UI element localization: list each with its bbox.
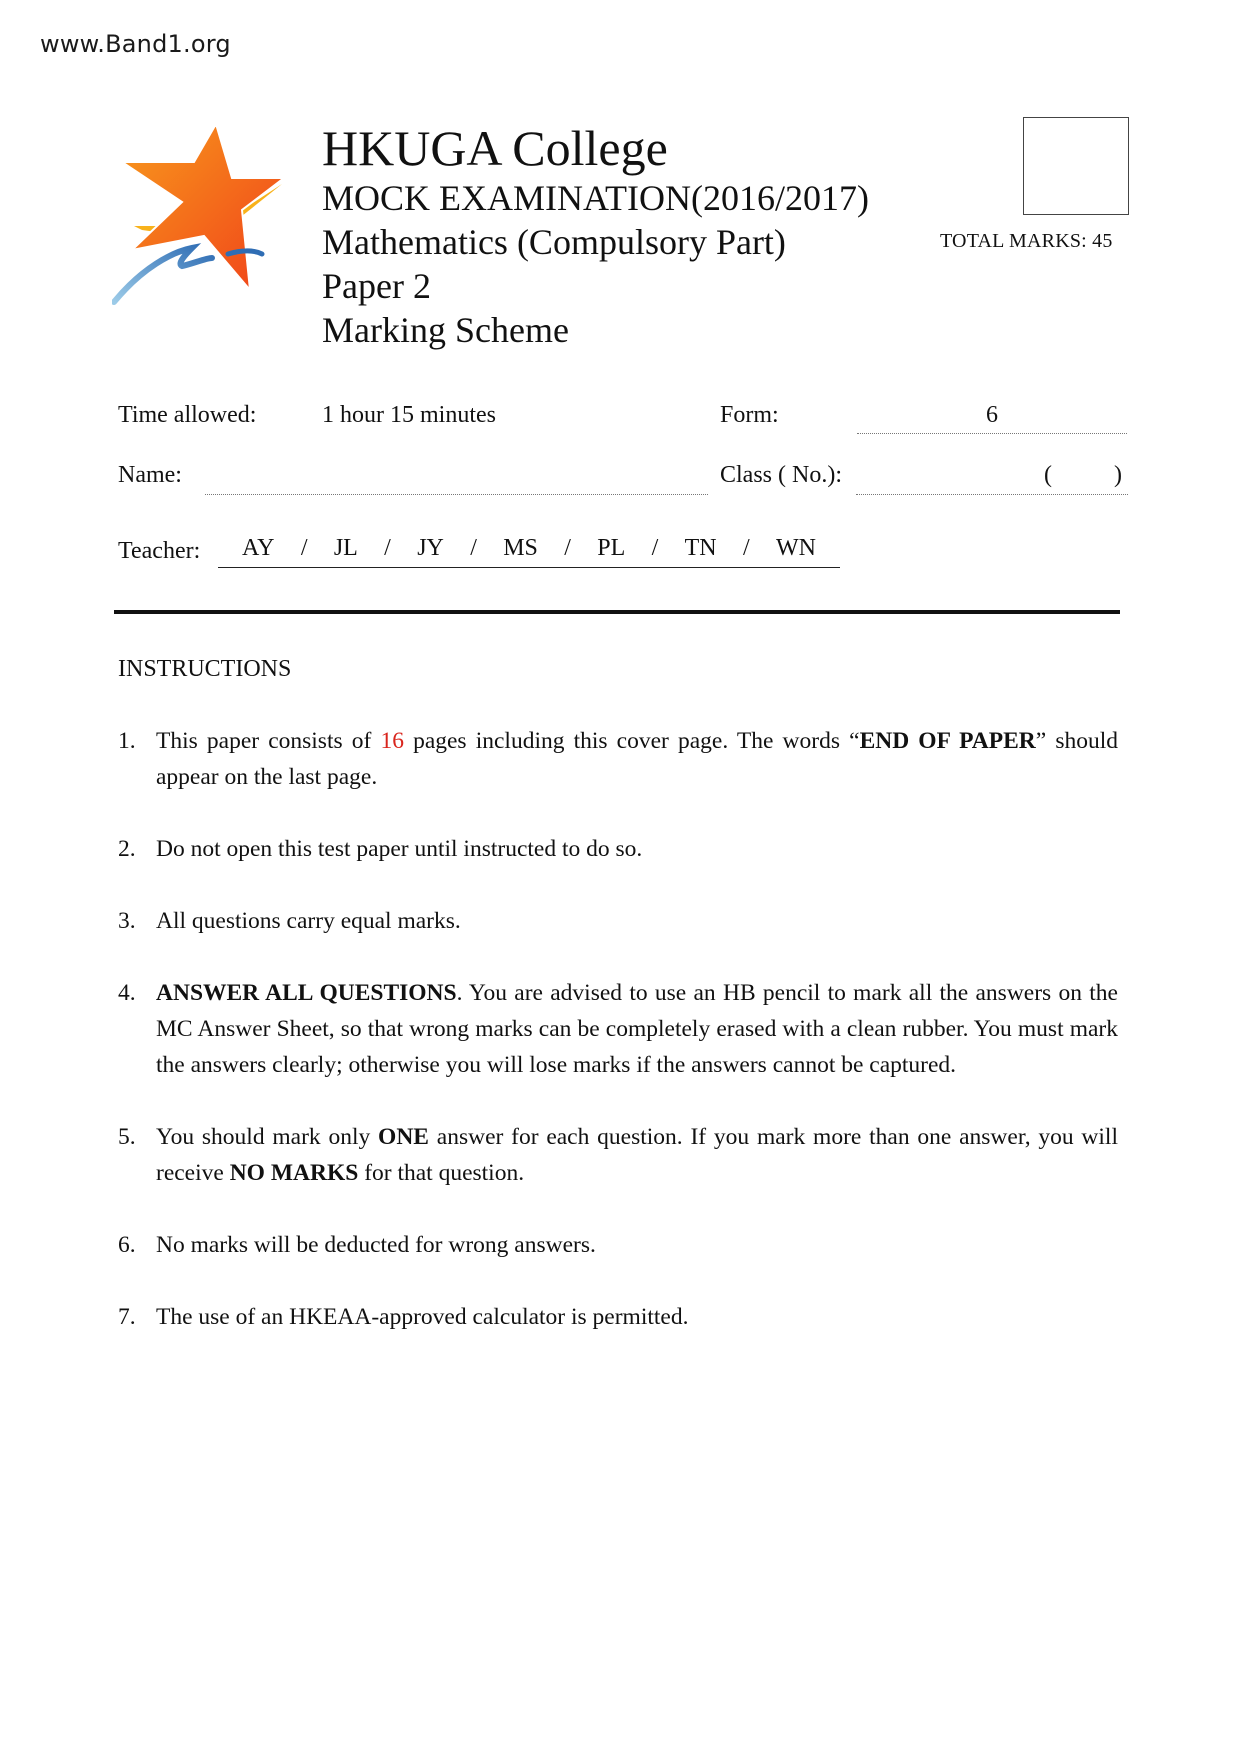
- instruction-item: [118, 1119, 1118, 1191]
- title-block: [322, 120, 869, 352]
- instruction-item: [118, 903, 1118, 939]
- section-divider: [114, 610, 1120, 614]
- star-logo-icon: [112, 118, 292, 328]
- instruction-number: 7.: [118, 1304, 136, 1330]
- instruction-item: [118, 975, 1118, 1083]
- paper-title: Paper 2: [322, 266, 431, 306]
- name-underline: [205, 494, 708, 495]
- instruction-number: 5.: [118, 1124, 136, 1150]
- teacher-option-tn[interactable]: TN: [684, 535, 717, 561]
- teacher-options: [218, 535, 840, 568]
- instruction-number: 2.: [118, 836, 136, 862]
- instruction-bold: ONE: [378, 1124, 429, 1150]
- name-field[interactable]: [205, 460, 708, 495]
- class-paren-close: ): [1114, 462, 1122, 488]
- class-label: Class ( No.):: [720, 462, 842, 488]
- score-box: [1023, 117, 1129, 215]
- teacher-option-ay[interactable]: AY: [242, 535, 275, 561]
- instruction-text: answer for each question. If you mark more than one answer, you will receive: [156, 1124, 1118, 1186]
- time-allowed-label: Time allowed:: [118, 402, 257, 428]
- instruction-text: This paper consists of: [156, 728, 381, 754]
- instruction-item: [118, 723, 1118, 795]
- time-allowed-value: 1 hour 15 minutes: [322, 402, 496, 428]
- instruction-bold: ANSWER ALL QUESTIONS: [156, 980, 457, 1006]
- class-field[interactable]: [856, 460, 1128, 495]
- teacher-separator: /: [300, 535, 308, 561]
- subject-title: Mathematics (Compulsory Part): [322, 222, 786, 262]
- instruction-item: [118, 1299, 1118, 1335]
- teacher-label: Teacher:: [118, 538, 201, 564]
- watermark-text: www.Band1.org: [40, 30, 231, 58]
- form-underline: [857, 433, 1127, 434]
- instruction-bold: NO MARKS: [229, 1160, 359, 1186]
- class-underline: [856, 494, 1128, 495]
- instruction-number: 3.: [118, 908, 136, 934]
- doc-type-title: Marking Scheme: [322, 310, 569, 350]
- teacher-option-jy[interactable]: JY: [417, 535, 444, 561]
- instruction-text: You should mark only: [156, 1124, 379, 1150]
- teacher-separator: /: [564, 535, 571, 561]
- instruction-item: [118, 1227, 1118, 1263]
- instruction-item: [118, 831, 1118, 867]
- total-marks: TOTAL MARKS: 45: [940, 230, 1113, 252]
- teacher-separator: /: [470, 535, 477, 561]
- instruction-number: 1.: [118, 728, 136, 754]
- instruction-text: All questions carry equal marks.: [156, 908, 461, 934]
- teacher-option-pl[interactable]: PL: [597, 535, 626, 561]
- teacher-option-wn[interactable]: WN: [776, 535, 816, 561]
- instruction-text: pages including this cover page. The words “: [403, 728, 860, 754]
- instructions-heading: INSTRUCTIONS: [118, 656, 292, 682]
- instruction-bold: END OF PAPER: [859, 728, 1036, 754]
- teacher-option-jl[interactable]: JL: [333, 535, 358, 561]
- form-field[interactable]: [857, 400, 1127, 434]
- teacher-separator: /: [651, 535, 659, 561]
- instruction-number: 6.: [118, 1232, 136, 1258]
- instruction-text: Do not open this test paper until instructed to do so.: [156, 836, 643, 862]
- teacher-separator: /: [742, 535, 750, 561]
- teacher-separator: /: [384, 535, 391, 561]
- school-name: HKUGA College: [322, 120, 668, 176]
- instruction-text: No marks will be deducted for wrong answers.: [156, 1232, 596, 1258]
- form-value: 6: [986, 402, 998, 428]
- name-label: Name:: [118, 462, 182, 488]
- exam-title: MOCK EXAMINATION(2016/2017): [322, 178, 869, 218]
- instruction-number: 4.: [118, 980, 136, 1006]
- instruction-text: . You are advised to use an HB pencil to mark all the answers on the MC Answer Sheet, so that wrong marks can be completely erased with a clean rubber. You must mark the answers clearly; otherwise you will lose marks if the answers cannot be captured.: [156, 980, 1118, 1078]
- page-count-highlight: 16: [380, 728, 404, 754]
- teacher-option-ms[interactable]: MS: [503, 535, 538, 561]
- instruction-text: ” should appear on the last page.: [156, 728, 1118, 790]
- form-label: Form:: [720, 402, 779, 428]
- instructions-list: [118, 723, 1118, 1335]
- instruction-text: for that question.: [358, 1160, 525, 1186]
- instruction-text: The use of an HKEAA-approved calculator is permitted.: [156, 1304, 689, 1330]
- class-paren-open: (: [1044, 462, 1052, 488]
